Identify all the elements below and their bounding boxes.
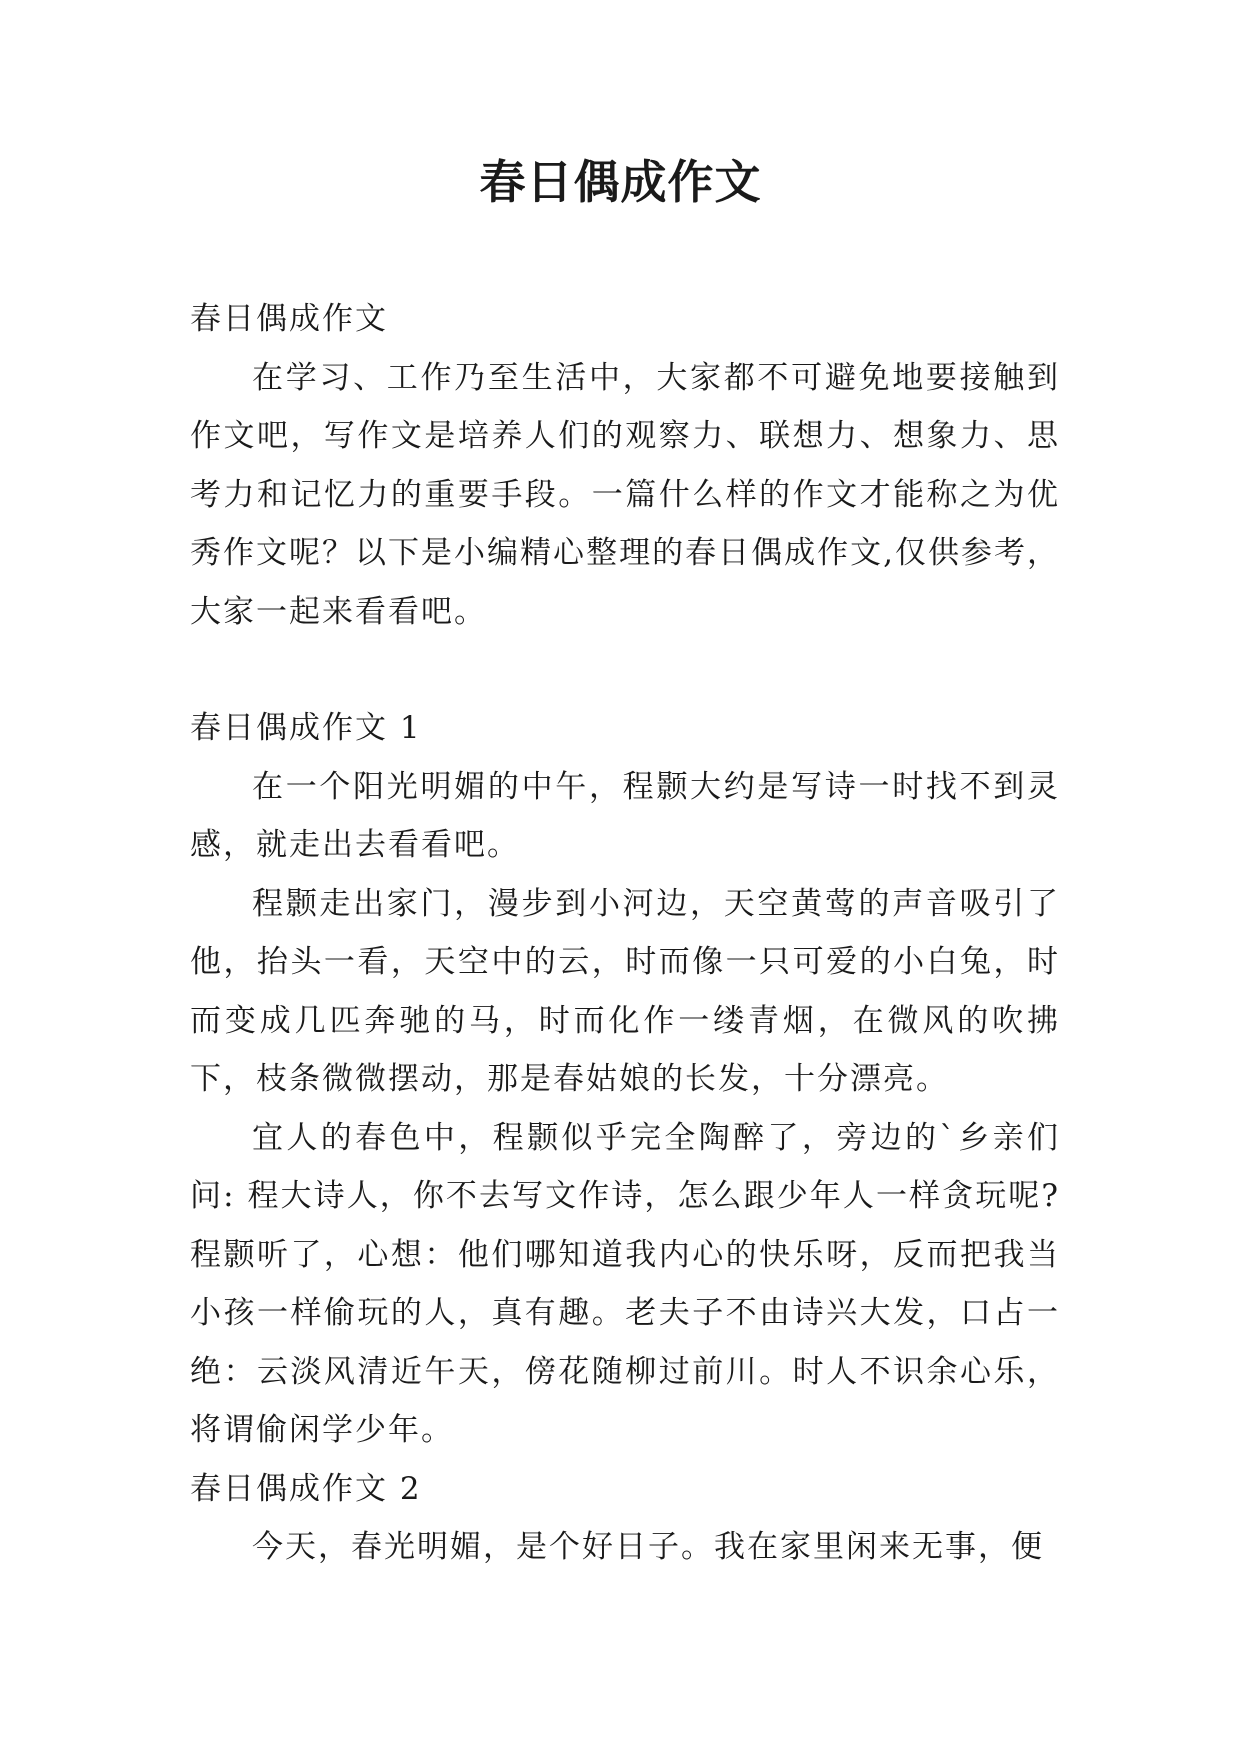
document-body bbox=[190, 290, 1060, 1577]
section-spacer bbox=[190, 641, 1060, 699]
intro-heading: 春日偶成作文 bbox=[190, 301, 388, 337]
intro-paragraph: 在学习、工作乃至生活中，大家都不可避免地要接触到作文吧，写作文是培养人们的观察力、联想力、想象力、思考力和记忆力的重要手段。一篇什么样的作文才能称之为优秀作文呢？以下是小编精心整理的春日偶成作文,仅供参考，大家一起来看看吧。 bbox=[190, 359, 1060, 630]
section-1-paragraph-3: 宜人的春色中，程颢似乎完全陶醉了，旁边的`乡亲们问: 程大诗人，你不去写文作诗，怎么跟少年人一样贪玩呢?程颢听了，心想：他们哪知道我内心的快乐呀，反而把我当小孩一样偷玩的人，真有趣。老夫子不由诗兴大发，口占一绝：云淡风清近午天，傍花随柳过前川。时人不识余心乐，将谓偷闲学少年。 bbox=[190, 1119, 1060, 1448]
section-1-paragraph-1: 在一个阳光明媚的中午，程颢大约是写诗一时找不到灵感，就走出去看看吧。 bbox=[190, 768, 1060, 863]
document-title: 春日偶成作文 bbox=[479, 155, 762, 209]
section-1-paragraph-2: 程颢走出家门，漫步到小河边，天空黄莺的声音吸引了他，抬头一看，天空中的云，时而像一只可爱的小白兔，时而变成几匹奔驰的马，时而化作一缕青烟，在微风的吹拂下，枝条微微摆动，那是春姑娘的长发，十分漂亮。 bbox=[190, 885, 1060, 1097]
section-1-heading: 春日偶成作文 1 bbox=[190, 710, 422, 746]
section-2-paragraph-1: 今天，春光明媚，是个好日子。我在家里闲来无事，便 bbox=[252, 1529, 1044, 1565]
section-2-heading: 春日偶成作文 2 bbox=[190, 1470, 422, 1507]
